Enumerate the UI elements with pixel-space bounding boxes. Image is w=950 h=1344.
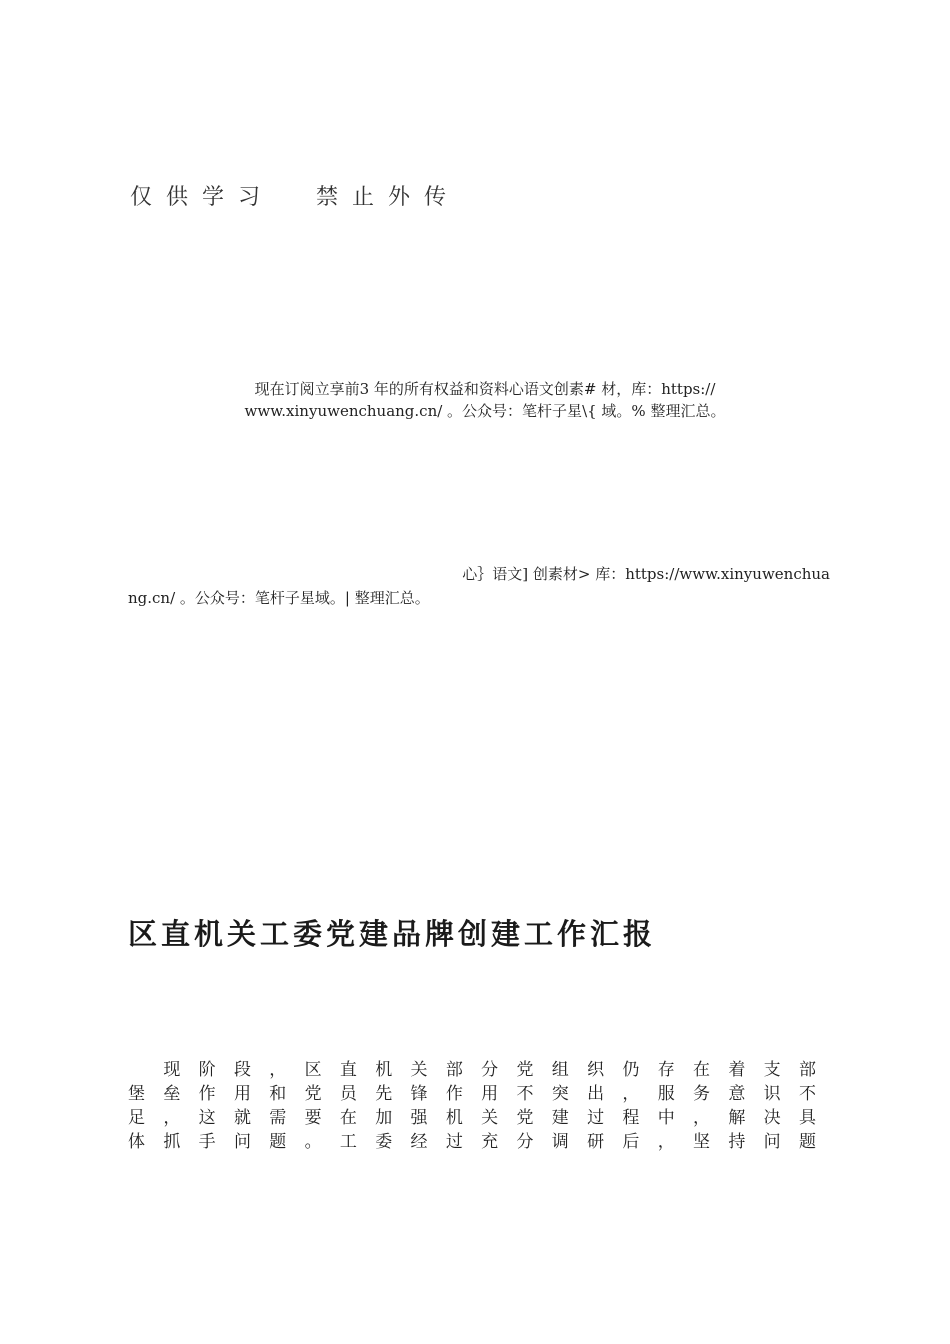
paragraph-char: 意 — [728, 1084, 746, 1104]
paragraph-char: 区 — [304, 1060, 322, 1080]
paragraph-char: 支 — [763, 1060, 781, 1080]
paragraph-char: 程 — [622, 1108, 640, 1128]
subscription-notice-middle — [128, 562, 830, 610]
document-title: 区直机关工委党建品牌创建工作汇报 — [128, 917, 657, 951]
paragraph-char: 直 — [339, 1060, 357, 1080]
notice-top-line-2: www.xinyuwenchuang.cn/ 。公众号：笔杆子星\{ 域。% 整理汇总。 — [244, 402, 726, 420]
paragraph-char: 阶 — [198, 1060, 216, 1080]
paragraph-char: 体 — [128, 1132, 145, 1152]
paragraph-char — [128, 1058, 145, 1082]
paragraph-char: 足 — [128, 1108, 145, 1128]
paragraph-char: 党 — [516, 1060, 534, 1080]
paragraph-char: 坚 — [693, 1132, 710, 1152]
paragraph-char: 用 — [233, 1084, 251, 1104]
notice-middle-line-2: ng.cn/ 。公众号：笔杆子星域。| 整理汇总。 — [128, 589, 430, 607]
paragraph-char: 务 — [693, 1084, 710, 1104]
paragraph-char: 持 — [728, 1132, 746, 1152]
paragraph-char: 解 — [728, 1108, 746, 1128]
paragraph-char: 党 — [516, 1108, 534, 1128]
paragraph-char: 作 — [445, 1084, 463, 1104]
paragraph-char: 建 — [551, 1108, 569, 1128]
paragraph-char: 存 — [657, 1060, 675, 1080]
paragraph-char: 分 — [516, 1132, 534, 1152]
paragraph-char: 用 — [481, 1084, 499, 1104]
paragraph-char: 委 — [375, 1132, 393, 1152]
paragraph-char: 仍 — [622, 1060, 640, 1080]
paragraph-char: 工 — [339, 1132, 357, 1152]
paragraph-line — [128, 1058, 816, 1082]
notice-top-line-1: 现在订阅立享前3 年的所有权益和资料心语文创素# 材，库：https:// — [254, 380, 716, 398]
paragraph-char: 员 — [339, 1084, 357, 1104]
watermark-text: 仅供学习 禁止外传 — [130, 185, 460, 210]
paragraph-char: 部 — [445, 1060, 463, 1080]
paragraph-char: 分 — [481, 1060, 499, 1080]
paragraph-char: 识 — [763, 1084, 781, 1104]
paragraph-char: 强 — [410, 1108, 428, 1128]
paragraph-char: 在 — [339, 1108, 357, 1128]
paragraph-char: 加 — [375, 1108, 393, 1128]
paragraph-char: 和 — [269, 1084, 287, 1104]
paragraph-char: ， — [657, 1132, 675, 1152]
paragraph-line — [128, 1106, 816, 1130]
paragraph-char: 先 — [375, 1084, 393, 1104]
paragraph-char: 问 — [763, 1132, 781, 1152]
notice-middle-line-1: 心｝语文] 创素材> 库：https://www.xinyuwenchua — [462, 565, 830, 583]
paragraph-char: 具 — [798, 1108, 816, 1128]
paragraph-line — [128, 1130, 816, 1154]
paragraph-char: 题 — [269, 1132, 287, 1152]
paragraph-char: 现 — [163, 1060, 181, 1080]
paragraph-char: 锋 — [410, 1084, 428, 1104]
paragraph-char: 堡 — [128, 1084, 145, 1104]
paragraph-char: 关 — [481, 1108, 499, 1128]
paragraph-char: 部 — [798, 1060, 816, 1080]
paragraph-char: 调 — [551, 1132, 569, 1152]
paragraph-line — [128, 1082, 816, 1106]
paragraph-char: 组 — [551, 1060, 569, 1080]
paragraph-char: ， — [269, 1060, 287, 1080]
paragraph-char: 题 — [798, 1132, 816, 1152]
paragraph-char: 后 — [622, 1132, 640, 1152]
paragraph-char: 党 — [304, 1084, 322, 1104]
paragraph-char: 过 — [445, 1132, 463, 1152]
paragraph-char: 。 — [304, 1132, 322, 1152]
paragraph-char: 要 — [304, 1108, 322, 1128]
paragraph-char: 经 — [410, 1132, 428, 1152]
paragraph-char: 不 — [798, 1084, 816, 1104]
body-paragraph — [128, 1058, 816, 1154]
paragraph-char: 着 — [728, 1060, 746, 1080]
subscription-notice-top — [205, 378, 765, 422]
paragraph-char: ， — [693, 1108, 710, 1128]
paragraph-char: 段 — [233, 1060, 251, 1080]
paragraph-char: 决 — [763, 1108, 781, 1128]
paragraph-char: 过 — [587, 1108, 605, 1128]
paragraph-char: 需 — [269, 1108, 287, 1128]
paragraph-char: 服 — [657, 1084, 675, 1104]
paragraph-char: 研 — [587, 1132, 605, 1152]
paragraph-char: 就 — [233, 1108, 251, 1128]
paragraph-char: 关 — [410, 1060, 428, 1080]
paragraph-char: 问 — [233, 1132, 251, 1152]
paragraph-char: 充 — [481, 1132, 499, 1152]
paragraph-char: 手 — [198, 1132, 216, 1152]
paragraph-char: 机 — [375, 1060, 393, 1080]
paragraph-char: 在 — [693, 1060, 710, 1080]
paragraph-char: ， — [622, 1084, 640, 1104]
paragraph-char: 抓 — [163, 1132, 181, 1152]
paragraph-char: 作 — [198, 1084, 216, 1104]
paragraph-char: 这 — [198, 1108, 216, 1128]
paragraph-char: 织 — [587, 1060, 605, 1080]
paragraph-char: 中 — [657, 1108, 675, 1128]
paragraph-char: 不 — [516, 1084, 534, 1104]
paragraph-char: 突 — [551, 1084, 569, 1104]
paragraph-char: 垒 — [163, 1084, 181, 1104]
paragraph-char: ， — [163, 1108, 181, 1128]
paragraph-char: 出 — [587, 1084, 605, 1104]
paragraph-char: 机 — [445, 1108, 463, 1128]
